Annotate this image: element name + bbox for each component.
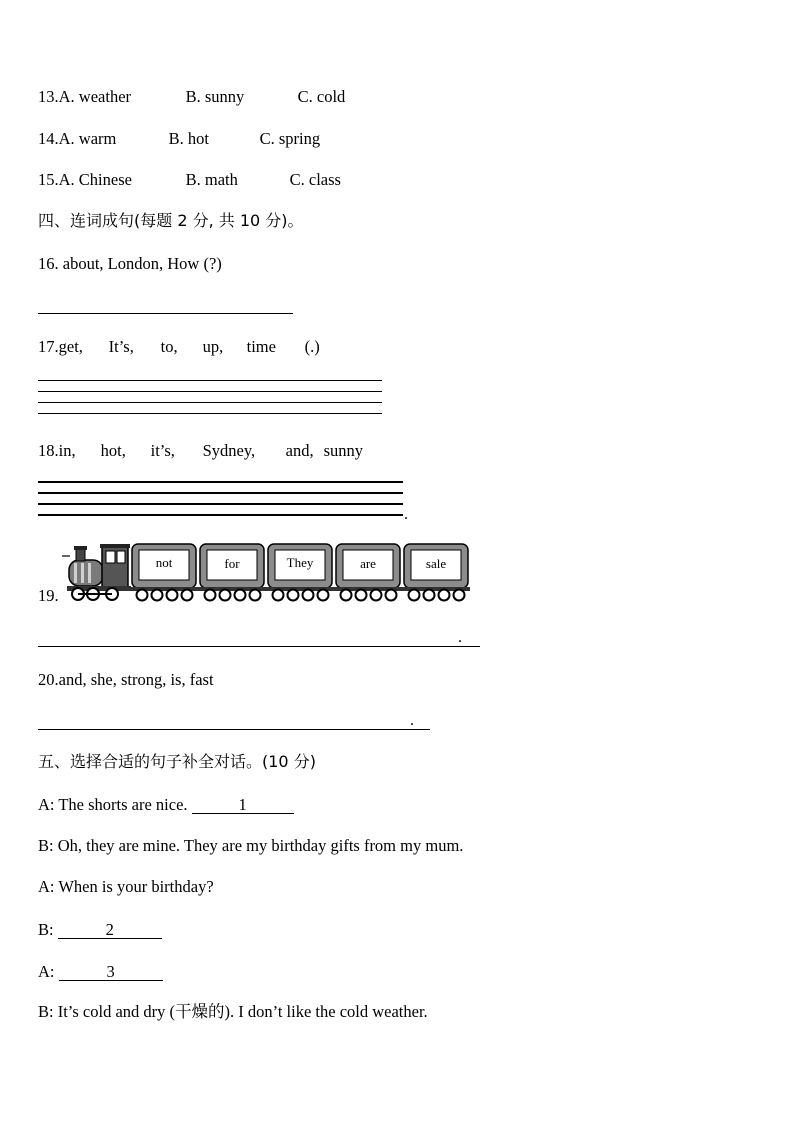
- question-number: 15.: [38, 170, 59, 189]
- question-17: [38, 339, 320, 356]
- question-20: 20.and, she, strong, is, fast: [38, 670, 214, 689]
- question-number: 19.: [38, 586, 59, 605]
- period: .: [404, 506, 408, 523]
- dialogue-line-3: A: When is your birthday?: [38, 877, 214, 896]
- word: (.): [304, 337, 320, 356]
- answer-line-20[interactable]: [38, 729, 430, 730]
- word: sunny: [323, 441, 364, 460]
- blank-3[interactable]: 3: [59, 963, 163, 981]
- dialogue-line-1: [38, 796, 294, 814]
- option-b: B. sunny: [185, 87, 245, 106]
- word: it’s,: [150, 441, 175, 460]
- word: Sydney,: [202, 441, 256, 460]
- option-a: A. Chinese: [58, 170, 132, 189]
- question-number: 14.: [38, 129, 59, 148]
- question-13: [38, 89, 345, 106]
- section-heading-4: 四、连词成句(每题 2 分, 共 10 分)。: [38, 211, 304, 230]
- question-14: [38, 131, 320, 148]
- option-c: C. cold: [297, 87, 346, 106]
- word: up,: [202, 337, 224, 356]
- train-car: [264, 544, 336, 601]
- word: and,: [285, 441, 314, 460]
- answer-line-16[interactable]: [38, 313, 293, 314]
- train-car-word: for: [224, 556, 240, 571]
- blank-1[interactable]: 1: [192, 796, 294, 814]
- question-15: [38, 172, 341, 189]
- train-car-word: not: [155, 555, 173, 570]
- answer-line-18: [38, 503, 403, 505]
- option-a: A. warm: [58, 129, 117, 148]
- dialogue-line-4: [38, 921, 162, 939]
- dialogue-line-2: B: Oh, they are mine. They are my birthday gifts from my mum.: [38, 836, 464, 855]
- locomotive-icon: [62, 544, 131, 600]
- dialogue-line-5: [38, 963, 163, 981]
- dialogue-text: A: The shorts are nice.: [38, 795, 192, 814]
- period: .: [410, 712, 414, 729]
- question-number: 18.: [38, 441, 59, 460]
- period: .: [458, 629, 462, 646]
- answer-line-17: [38, 402, 382, 403]
- question-16: 16. about, London, How (?): [38, 254, 222, 273]
- question-number: 17.: [38, 337, 59, 356]
- speaker-label: B:: [38, 920, 58, 939]
- train-car: [332, 544, 404, 601]
- question-number: 13.: [38, 87, 59, 106]
- answer-line-17: [38, 391, 382, 392]
- word: to,: [160, 337, 178, 356]
- train-car-word: sale: [425, 556, 447, 571]
- answer-line-19[interactable]: [38, 646, 480, 647]
- option-c: C. spring: [259, 129, 321, 148]
- option-b: B. math: [185, 170, 238, 189]
- dialogue-line-6: B: It’s cold and dry (干燥的). I don’t like the cold weather.: [38, 1002, 428, 1021]
- answer-line-18: [38, 492, 403, 494]
- answer-line-18[interactable]: [38, 481, 403, 483]
- train-car: [400, 544, 470, 601]
- train-car-word: are: [360, 556, 376, 571]
- blank-2[interactable]: 2: [58, 921, 162, 939]
- word: time: [246, 337, 276, 356]
- train-car: [128, 544, 200, 601]
- speaker-label: A:: [38, 962, 59, 981]
- option-c: C. class: [289, 170, 341, 189]
- word: in,: [58, 441, 76, 460]
- answer-line-18: [38, 514, 403, 516]
- answer-line-17: [38, 413, 382, 414]
- train-car: [196, 544, 268, 601]
- train-car-word: They: [286, 555, 314, 570]
- word: hot,: [100, 441, 126, 460]
- option-a: A. weather: [58, 87, 132, 106]
- section-heading-5: 五、选择合适的句子补全对话。(10 分): [38, 752, 316, 771]
- question-18: [38, 443, 363, 460]
- word: It’s,: [108, 337, 134, 356]
- option-b: B. hot: [168, 129, 209, 148]
- answer-line-17[interactable]: [38, 380, 382, 381]
- train-picture: [62, 540, 472, 602]
- word: get,: [58, 337, 83, 356]
